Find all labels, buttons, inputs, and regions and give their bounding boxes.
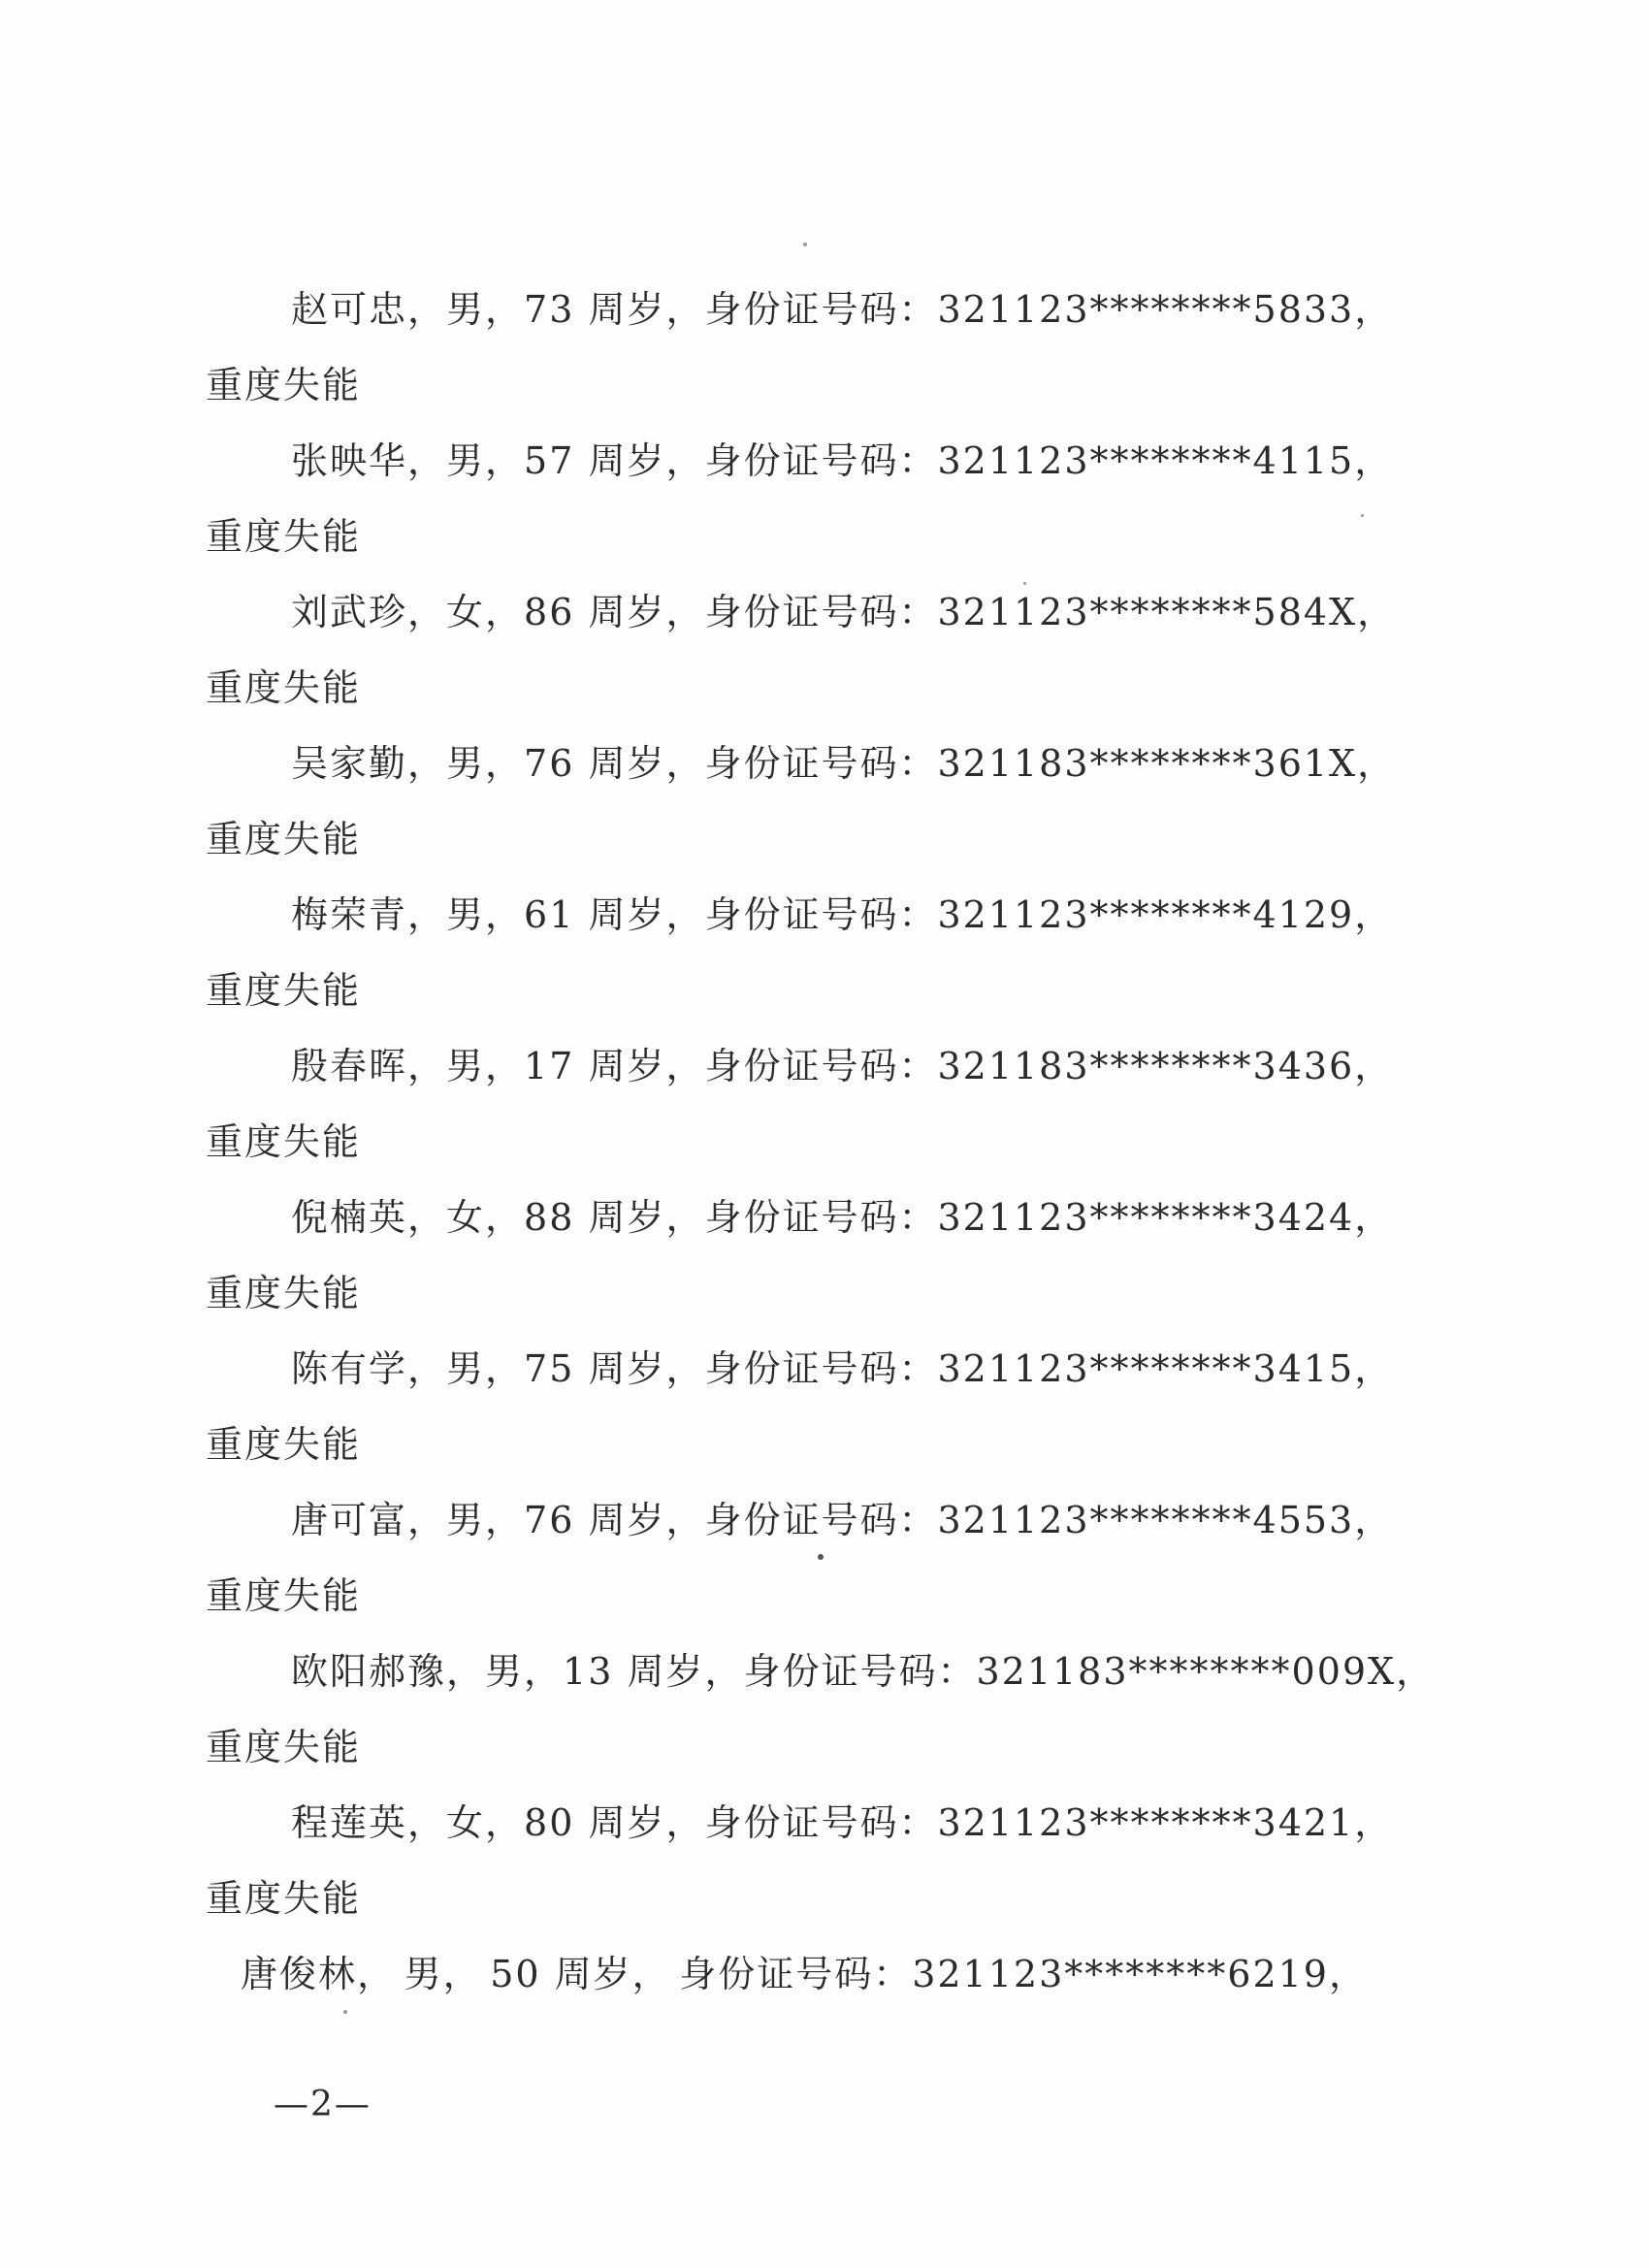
entry-segment: 唐俊林，	[241, 1953, 397, 1995]
scan-speck	[803, 243, 807, 246]
entry-segment: 身份证号码：321123********5833，	[704, 288, 1394, 331]
entry-status: 重度失能	[206, 969, 362, 1012]
entry-segment: 身份证号码：321123********584X，	[704, 591, 1397, 633]
page-number: —2—	[274, 2085, 372, 2124]
scan-speck	[818, 1554, 824, 1560]
entry-line	[291, 1498, 1394, 1542]
entry-segment: 男，	[485, 1650, 564, 1693]
entry-segment: 程莲英，	[291, 1801, 447, 1844]
entry-line	[241, 1952, 1368, 1996]
entry-segment: 男，	[446, 1499, 525, 1541]
entry-segment: 13 周岁，	[563, 1650, 744, 1693]
entry-segment: 女，	[446, 591, 525, 633]
entry-segment: 吴家勤，	[291, 742, 447, 785]
entry-segment: 倪楠英，	[291, 1196, 447, 1239]
entry-segment: 75 周岁，	[524, 1347, 705, 1390]
entry-segment: 男，	[446, 893, 525, 936]
entry-segment: 身份证号码：321183********009X，	[743, 1650, 1436, 1693]
entry-segment: 50 周岁，	[490, 1953, 671, 1995]
entry-segment: 88 周岁，	[524, 1196, 705, 1239]
entry-status: 重度失能	[206, 666, 362, 709]
entry-segment: 身份证号码：321123********4129，	[704, 893, 1394, 936]
entry-segment: 男，	[446, 1347, 525, 1390]
entry-status: 重度失能	[206, 1423, 362, 1466]
entry-segment: 身份证号码：321183********361X，	[704, 742, 1397, 785]
entry-status: 重度失能	[206, 818, 362, 860]
entry-status: 重度失能	[206, 1120, 362, 1163]
entry-segment: 男，	[446, 439, 525, 482]
entry-line	[291, 741, 1397, 786]
entry-line	[291, 1800, 1394, 1845]
entry-segment: 张映华，	[291, 439, 447, 482]
entry-line	[291, 1195, 1394, 1240]
entry-segment: 女，	[446, 1196, 525, 1239]
entry-segment: 身份证号码：321123********3415，	[704, 1347, 1394, 1390]
entry-segment: 陈有学，	[291, 1347, 447, 1390]
entry-segment: 身份证号码：321183********3436，	[704, 1045, 1394, 1087]
entry-status: 重度失能	[206, 364, 362, 406]
entry-segment: 唐可富，	[291, 1499, 447, 1541]
entry-segment: 男，	[446, 288, 525, 331]
entry-segment: 身份证号码：321123********6219，	[679, 1953, 1368, 1995]
entry-segment: 殷春晖，	[291, 1045, 447, 1087]
entry-status: 重度失能	[206, 1726, 362, 1768]
entry-segment: 86 周岁，	[524, 591, 705, 633]
entry-segment: 梅荣青，	[291, 893, 447, 936]
entry-segment: 80 周岁，	[524, 1801, 705, 1844]
scan-speck	[1361, 514, 1364, 517]
entry-status: 重度失能	[206, 1877, 362, 1920]
scan-speck	[1023, 582, 1026, 585]
entry-line	[291, 438, 1394, 483]
entry-segment: 刘武珍，	[291, 591, 447, 633]
entry-segment: 身份证号码：321123********3421，	[704, 1801, 1394, 1844]
entry-segment: 57 周岁，	[524, 439, 705, 482]
entry-line	[291, 892, 1394, 937]
entry-line	[291, 1044, 1394, 1088]
entry-segment: 17 周岁，	[524, 1045, 705, 1087]
entry-segment: 61 周岁，	[524, 893, 705, 936]
entry-segment: 欧阳郝豫，	[291, 1650, 486, 1693]
entry-segment: 男，	[446, 1045, 525, 1087]
entry-segment: 女，	[446, 1801, 525, 1844]
entry-line	[291, 287, 1394, 332]
entry-status: 重度失能	[206, 1272, 362, 1314]
entry-line	[291, 1346, 1394, 1391]
entry-segment: 男，	[404, 1953, 482, 1995]
entry-segment: 身份证号码：321123********4553，	[704, 1499, 1394, 1541]
entry-segment: 赵可忠，	[291, 288, 447, 331]
entry-line	[291, 590, 1397, 634]
entry-segment: 73 周岁，	[524, 288, 705, 331]
entry-segment: 身份证号码：321123********3424，	[704, 1196, 1394, 1239]
entry-segment: 男，	[446, 742, 525, 785]
entry-status: 重度失能	[206, 1574, 362, 1617]
entry-segment: 76 周岁，	[524, 1499, 705, 1541]
entry-segment: 身份证号码：321123********4115，	[704, 439, 1394, 482]
entry-line	[291, 1649, 1436, 1694]
scan-speck	[343, 2010, 347, 2014]
entry-segment: 76 周岁，	[524, 742, 705, 785]
entry-status: 重度失能	[206, 515, 362, 558]
